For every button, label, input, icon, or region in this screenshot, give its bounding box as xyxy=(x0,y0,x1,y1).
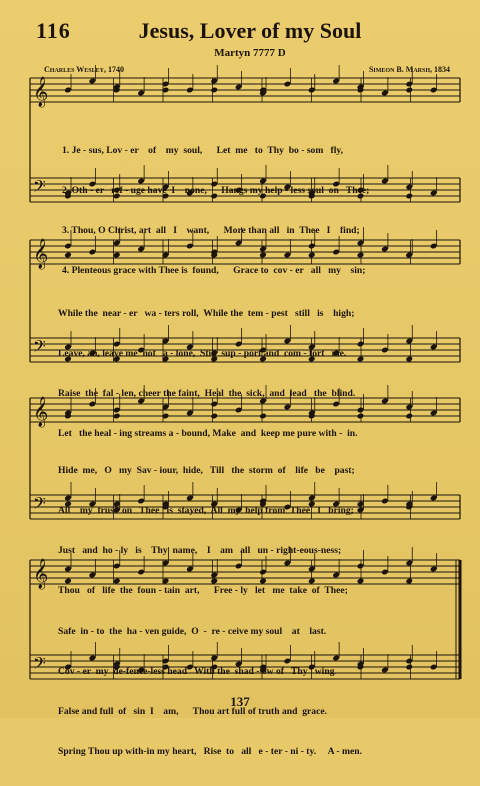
note-head xyxy=(405,578,413,585)
lyric-line: Spring Thou up with-in my heart, Rise to all e - ter - ni - ty. A - men. xyxy=(58,746,362,758)
lyrics-system-4 xyxy=(58,598,362,786)
treble-clef-icon: 𝄞 xyxy=(33,397,49,427)
music-credit: Simeon B. Marsh, 1834 xyxy=(368,65,450,74)
lyric-line: 3. Thou, O Christ, art all I want, More than all in Thee I find; xyxy=(62,225,360,237)
page-number: 137 xyxy=(230,694,250,709)
lyric-line: False and full of sin I am, Thou art full of truth and grace. xyxy=(58,706,327,718)
note-head xyxy=(405,356,413,363)
lyric-line: Cov - er my de-fence-less head With the shad - ow of Thy wing. xyxy=(58,666,337,678)
lyric-line: 2. Oth - er ref - uge have I none, Hangs my help - less soul on Thee; xyxy=(62,185,370,197)
lyric-line: While the near - er wa - ters roll, While the tem - pest still is high; xyxy=(58,307,355,319)
lyric-line: 4. Plenteous grace with Thee is found, Grace to cov - er all my sin; xyxy=(62,265,366,277)
lyrics-system-3 xyxy=(58,437,355,625)
lyric-line: Just and ho - ly is Thy name, I am all un - right-eous-ness; xyxy=(58,545,342,557)
note-head xyxy=(405,87,413,94)
treble-clef-icon: 𝄞 xyxy=(33,77,49,107)
lyric-line: 1. Je - sus, Lov - er of my soul, Let me to Thy bo - som fly, xyxy=(62,144,344,156)
lyrics-system-1 xyxy=(62,117,369,305)
hymn-title: Jesus, Lover of my Soul xyxy=(138,18,362,43)
lyric-line: Leave, ah, leave me not a - lone, Still sup - port and com - fort me. xyxy=(58,348,347,360)
bass-clef-icon: 𝄢 xyxy=(33,336,46,360)
bass-clef-icon: 𝄢 xyxy=(33,493,46,517)
words-credit: Charles Wesley, 1740 xyxy=(44,65,124,74)
lyric-line: All my trust on Thee is stayed, All my help from Thee I bring; xyxy=(58,505,354,517)
note-head xyxy=(357,578,365,585)
hymn-number: 116 xyxy=(36,18,71,43)
lyric-line: Raise the fal - len, cheer the faint, Heal the sick, and lead the blind. xyxy=(58,388,356,400)
lyric-line: Thou of life the foun - tain art, Free - ly let me take of Thee; xyxy=(58,585,348,597)
treble-clef-icon: 𝄞 xyxy=(33,239,49,269)
tune-name: Martyn 7777 D xyxy=(214,47,286,59)
note-head xyxy=(210,87,218,94)
lyric-line: Let the heal - ing streams a - bound, Make and keep me pure with - in. xyxy=(58,428,358,440)
note-head xyxy=(357,356,365,363)
treble-clef-icon: 𝄞 xyxy=(33,559,49,589)
bass-clef-icon: 𝄢 xyxy=(33,653,46,677)
bass-clef-icon: 𝄢 xyxy=(33,176,46,200)
note-head xyxy=(357,413,365,420)
lyric-line: Hide me, O my Sav - iour, hide, Till the storm of life be past; xyxy=(58,464,355,476)
note-head xyxy=(405,413,413,420)
note-head xyxy=(405,193,413,200)
note-head xyxy=(405,664,413,671)
lyric-line: Safe in - to the ha - ven guide, O - re - ceive my soul at last. xyxy=(58,625,327,637)
